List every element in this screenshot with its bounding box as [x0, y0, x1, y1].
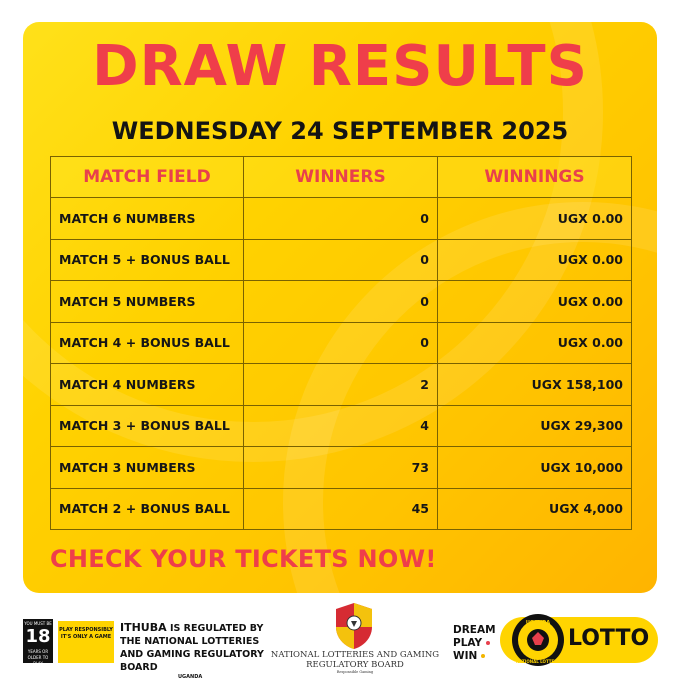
- winners-cell: 0: [244, 322, 438, 364]
- draw-date: WEDNESDAY 24 SEPTEMBER 2025: [111, 117, 569, 145]
- winners-cell: 73: [244, 447, 438, 489]
- table-row: [51, 281, 632, 323]
- match-field-cell: MATCH 3 + BONUS BALL: [51, 405, 244, 447]
- results-table: [50, 156, 632, 530]
- table-row: [51, 322, 632, 364]
- column-header-winners: WINNERS: [244, 157, 438, 198]
- winners-cell: 2: [244, 364, 438, 406]
- nlgrb-shield-icon: [332, 601, 376, 651]
- winnings-cell: UGX 4,000: [438, 488, 632, 530]
- winnings-cell: UGX 29,300: [438, 405, 632, 447]
- ithuba-regulated-text: IS REGULATED BY THE NATIONAL LOTTERIES AND GAMING REGULATORY BOARD: [120, 623, 264, 673]
- nlgrb-name-text: NATIONAL LOTTERIES AND GAMING REGULATORY BOARD: [270, 650, 440, 670]
- winnings-cell: UGX 0.00: [438, 239, 632, 281]
- play-text: PLAY: [453, 637, 496, 650]
- winners-cell: 45: [244, 488, 438, 530]
- table-header-row: [51, 157, 632, 198]
- ithuba-logo-text: ITHUBA: [120, 621, 167, 634]
- winnings-cell: UGX 10,000: [438, 447, 632, 489]
- winnings-cell: UGX 158,100: [438, 364, 632, 406]
- dream-play-win: [453, 624, 496, 663]
- age-restriction-badge: [23, 619, 53, 666]
- match-field-cell: MATCH 2 + BONUS BALL: [51, 488, 244, 530]
- win-text: WIN: [453, 650, 496, 663]
- winnings-cell: UGX 0.00: [438, 198, 632, 240]
- lotto-logo-text: LOTTO: [568, 626, 650, 651]
- winners-cell: 0: [244, 198, 438, 240]
- badge-bottom-text: NATIONAL LOTTERY: [516, 659, 560, 664]
- table-row: [51, 405, 632, 447]
- uganda-national-lottery-badge-icon: [510, 612, 566, 668]
- age-top-text: YOU MUST BE: [24, 621, 52, 626]
- nlgrb-tagline: Responsible Gaming: [336, 670, 374, 674]
- winners-cell: 0: [244, 281, 438, 323]
- table-row: [51, 198, 632, 240]
- table-row: [51, 447, 632, 489]
- table-row: [51, 488, 632, 530]
- dream-text: DREAM: [453, 624, 496, 636]
- play-responsibly-badge: PLAY RESPONSIBLY IT'S ONLY A GAME: [58, 621, 114, 663]
- age-bottom-text: YEARS OR OLDER TO PLAY: [27, 649, 49, 666]
- table-row: [51, 364, 632, 406]
- winners-cell: 4: [244, 405, 438, 447]
- column-header-winnings: WINNINGS: [438, 157, 632, 198]
- check-tickets-cta: CHECK YOUR TICKETS NOW!: [50, 545, 437, 573]
- match-field-cell: MATCH 5 NUMBERS: [51, 281, 244, 323]
- age-number: 18: [25, 626, 51, 647]
- ithuba-regulation-notice: [120, 621, 270, 680]
- match-field-cell: MATCH 4 NUMBERS: [51, 364, 244, 406]
- table-row: [51, 239, 632, 281]
- match-field-cell: MATCH 3 NUMBERS: [51, 447, 244, 489]
- badge-top-text: UGANDA: [525, 620, 551, 626]
- winners-cell: 0: [244, 239, 438, 281]
- match-field-cell: MATCH 6 NUMBERS: [51, 198, 244, 240]
- match-field-cell: MATCH 4 + BONUS BALL: [51, 322, 244, 364]
- match-field-cell: MATCH 5 + BONUS BALL: [51, 239, 244, 281]
- winnings-cell: UGX 0.00: [438, 281, 632, 323]
- nlgrb-name: [270, 650, 440, 675]
- page-title: DRAW RESULTS: [92, 34, 588, 99]
- winnings-cell: UGX 0.00: [438, 322, 632, 364]
- ithuba-sub-text: UGANDA: [178, 674, 203, 680]
- column-header-match-field: MATCH FIELD: [51, 157, 244, 198]
